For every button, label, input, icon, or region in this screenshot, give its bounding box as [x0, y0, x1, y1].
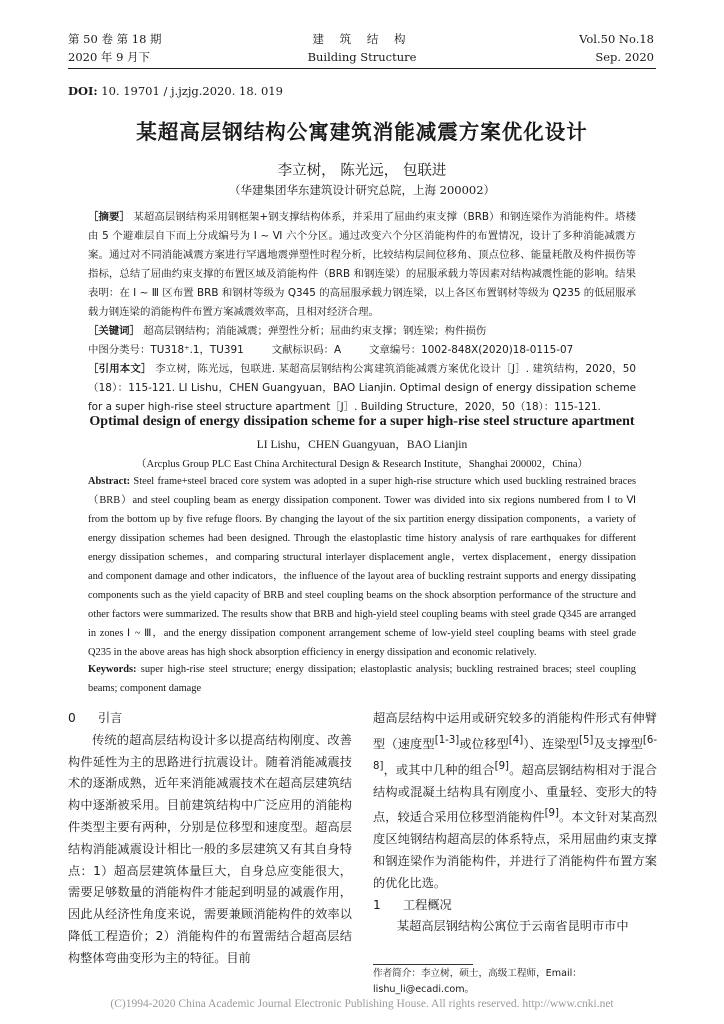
- citation-text: 李立树，陈光远，包联进. 某超高层钢结构公寓建筑消能减震方案优化设计［J］. 建筑结构，2020，50（18）：115-121. LI Lishu，CHEN Guangyuan，BAO Lianjin. Optimal design of energy dissipation scheme for a super high-rise steel structure apartment［J］. Building Structure，2020，50（18）：115-121.: [88, 363, 637, 413]
- text-run: 超高层结构中运用或研究较多的消能构件形式有伸臂型（速度型: [373, 711, 657, 751]
- section-number: 0: [68, 711, 76, 725]
- citation-block: [88, 360, 636, 417]
- header-rule: [68, 68, 656, 69]
- reference-mark: [9]: [544, 808, 559, 820]
- keywords-cn: [88, 322, 636, 341]
- english-affiliation: （Arcplus Group PLC East China Architectural Design & Research Institute，Shanghai 200002，China）: [135, 459, 588, 470]
- document-code: 文献标识码：A: [271, 344, 342, 356]
- paper-affiliation: （华建集团华东建筑设计研究总院，上海 200002）: [228, 183, 496, 197]
- reference-mark: [5]: [578, 734, 594, 746]
- project-paragraph: 某超高层钢结构公寓位于云南省昆明市市中: [397, 919, 629, 934]
- journal-issue-header-en: [579, 30, 654, 66]
- article-number: 文章编号：1002-848X(2020)18-0115-07: [369, 344, 574, 356]
- section-heading-project: [373, 895, 657, 917]
- issue-date-en: Sep. 2020: [595, 50, 654, 64]
- text-run: 或位移型: [459, 736, 509, 751]
- abstract-cn: [88, 208, 636, 322]
- abstract-en: [88, 472, 636, 662]
- journal-name-cn: 建 筑 结 构: [312, 32, 412, 46]
- volume-issue: 第 50 卷 第 18 期: [68, 32, 162, 46]
- text-run: 及支撑型: [593, 736, 643, 751]
- volume-issue-en: Vol.50 No.18: [579, 32, 654, 46]
- doi-label: DOI:: [68, 84, 98, 98]
- journal-name-en: Building Structure: [307, 50, 417, 64]
- keywords-cn-label: ［关键词］: [88, 325, 140, 337]
- body-column-left: [68, 708, 352, 970]
- clc-number: 中图分类号：TU318⁺.1，TU391: [88, 344, 244, 356]
- doi-value: 10. 19701 / j.jzjg.2020. 18. 019: [101, 84, 283, 98]
- reference-mark: [9]: [494, 760, 509, 772]
- reference-mark: [1-3]: [434, 734, 460, 746]
- citation-label: ［引用本文］: [88, 363, 152, 375]
- abstract-cn-text: 某超高层钢结构采用钢框架+钢支撑结构体系，并采用了屈曲约束支撑（BRB）和钢连梁作为消能构件。塔楼由 5 个避难层自下而上分成编号为 Ⅰ ~ Ⅵ 六个分区。通过改变六个分区消能构件的布置情况，设计了多种消能减震方案。通过对不同消能减震方案进行罕遇地震弹塑性时程分析，比较结构层间位移角、顶点位移、能量耗散及构件损伤等指标，总结了屈曲约束支撑的布置区域及消能构件（BRB 和钢连梁）的屈服承载力等因素对结构减震性能的影响。结果表明：在 Ⅰ ~ Ⅲ 区布置 BRB 和钢材等级为 Q345 的高屈服承载力钢连梁，以上各区布置钢材等级为 Q235 的低屈服承载力钢连梁的消能构件布置方案减震效率高，且相对经济合理。: [88, 211, 636, 318]
- section-title: 工程概况: [403, 897, 452, 912]
- cnki-watermark: (C)1994-2020 China Academic Journal Electronic Publishing House. All rights reserved. http://www.cnki.net: [110, 998, 614, 1010]
- abstract-en-text: Steel frame+steel braced core system was adopted in a super high-rise structure which used buckling restrained braces（BRB）and steel coupling beam as energy dissipation component. Tower was divided into six regions numbered from Ⅰ to Ⅵ from the bottom up by five refuge floors. By changing the layout of the six partition energy dissipation components，a variety of energy dissipation schemes had been designed. Through the elastoplastic time history analysis of rare earthquakes for different energy dissipation schemes，and comparing structural interlayer displacement angle，vertex displacement，energy dissipation and component damage and other indicators，the influence of the layout area of buckling restraint supports and energy dissipating components such as the yield capacity of BRB and steel coupling beams on the shock absorption performance of the structure and other factors were summarized. The results show that BRB and high-yield steel coupling beams with steel grade Q345 are arranged in zones Ⅰ ~ Ⅲ，and the energy dissipation component arrangement scheme of low-yield steel coupling beams with steel grade Q235 in the above areas has high shock absorption efficiency in energy dissipation and economic relatively.: [88, 476, 636, 658]
- intro-paragraph: 传统的超高层结构设计多以提高结构刚度、改善构件延性为主的思路进行抗震设计。随着消能减震技术的逐渐成熟，近年来消能减震技术在超高层建筑结构中逐渐被采用。目前建筑结构中广泛应用的消能构件类型主要有两种，分别是位移型和速度型。超高层结构消能减震设计相比一般的多层建筑又有其自身特点：1）超高层建筑体量巨大，自身总应变能很大，需要足够数量的消能构件才能起到明显的减震作用，因此从经济性角度来说，需要兼顾消能构件的效率以降低工程造价；2）消能构件的布置需结合超高层结构整体弯曲变形为主的特征。目前: [68, 732, 352, 965]
- keywords-cn-text: 超高层钢结构；消能减震；弹塑性分析；屈曲约束支撑；钢连梁；构件损伤: [143, 325, 487, 337]
- text-run: 。本文针对某高烈度区纯钢结构超高层的体系特点，采用屈曲约束支撑和钢连梁作为消能构件，并进行了消能构件布置方案的优化比选。: [373, 810, 658, 890]
- text-run: 。超高层钢结构相对于混合结构或混凝土结构具有刚度小、重量轻、变形大的特点，较适合采用位移型消能构件: [373, 762, 658, 825]
- english-authors: LI Lishu，CHEN Guangyuan，BAO Lianjin: [256, 439, 468, 451]
- text-run: ）、连梁型: [523, 736, 579, 751]
- abstract-cn-label: ［摘要］: [88, 211, 130, 223]
- body-column-right: [373, 708, 657, 938]
- section-heading-intro: [68, 708, 352, 730]
- section-title: 引言: [98, 711, 123, 725]
- intro-paragraph-continued: [373, 708, 657, 895]
- footnote-rule: [373, 964, 473, 965]
- section-number: 1: [373, 897, 381, 912]
- doi-line: [68, 84, 283, 98]
- keywords-en-label: Keywords:: [88, 664, 137, 675]
- keywords-en: [88, 660, 636, 698]
- author-footnote: 作者简介：李立树，硕士，高级工程师，Email：lishu_li@ecadi.com。: [373, 968, 582, 995]
- text-run: ，或其中几种的组合: [383, 762, 495, 777]
- abstract-en-label: Abstract:: [88, 476, 131, 487]
- english-title: Optimal design of energy dissipation scheme for a super high-rise steel structure apartment: [89, 414, 635, 429]
- reference-mark: [4]: [508, 734, 524, 746]
- reference-mark: [6-8]: [373, 734, 658, 772]
- paper-title: 某超高层钢结构公寓建筑消能减震方案优化设计: [136, 120, 588, 144]
- issue-date: 2020 年 9 月下: [68, 50, 151, 64]
- classification-line: [88, 341, 636, 360]
- keywords-en-text: super high-rise steel structure; energy dissipation; elastoplastic analysis; buckling restrained braces; steel coupling beams; component damage: [88, 664, 636, 694]
- paper-authors: 李立树， 陈光远， 包联进: [277, 163, 447, 179]
